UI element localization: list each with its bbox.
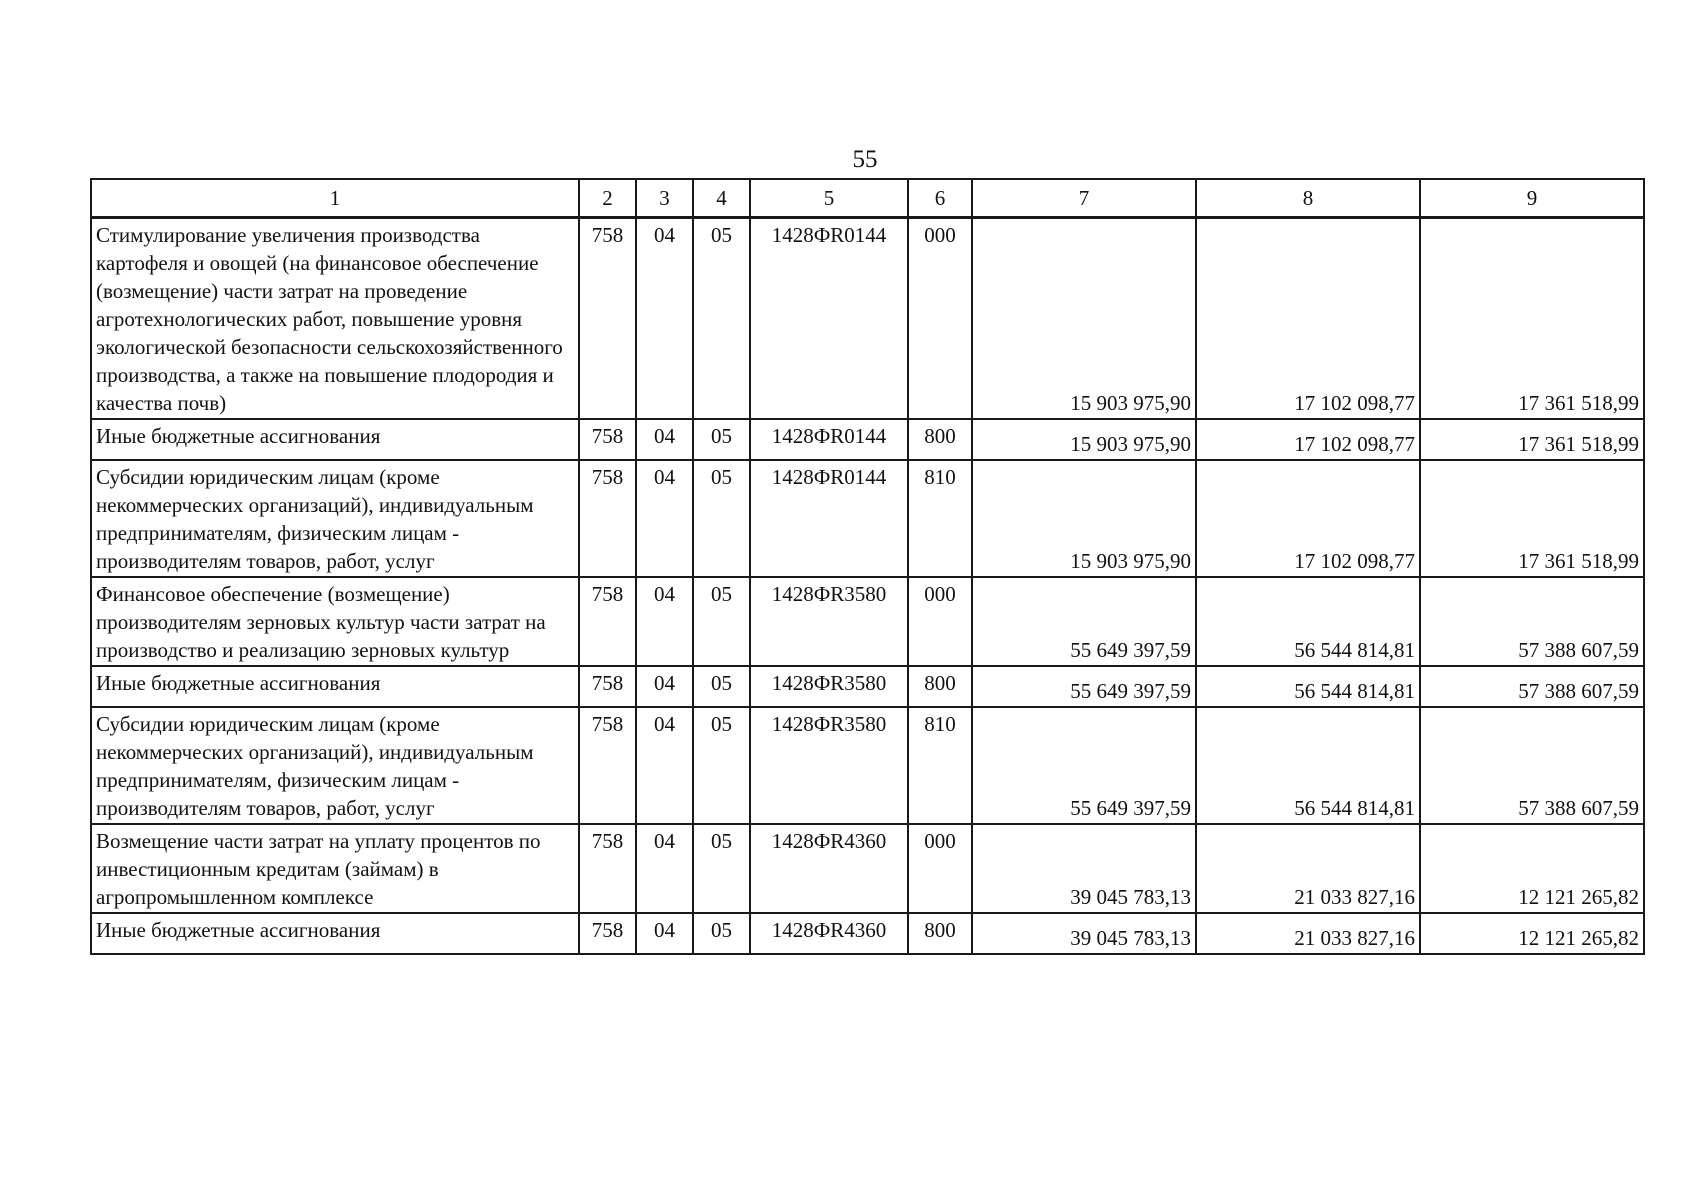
expense-type-code: 810 — [908, 707, 972, 824]
expense-name: Иные бюджетные ассигнования — [91, 666, 579, 707]
subsection-code: 05 — [693, 419, 750, 460]
amount-col9: 57 388 607,59 — [1420, 707, 1644, 824]
target-article-code: 1428ФR0144 — [750, 218, 908, 420]
column-header: 7 — [972, 179, 1196, 218]
expense-type-code: 800 — [908, 419, 972, 460]
subsection-code: 05 — [693, 913, 750, 954]
expense-name: Иные бюджетные ассигнования — [91, 913, 579, 954]
amount-col9: 12 121 265,82 — [1420, 824, 1644, 913]
amount-col9: 57 388 607,59 — [1420, 666, 1644, 707]
subsection-code: 05 — [693, 707, 750, 824]
amount-col8: 17 102 098,77 — [1196, 460, 1420, 577]
header-row — [91, 179, 1644, 218]
target-article-code: 1428ФR3580 — [750, 577, 908, 666]
subsection-code: 05 — [693, 577, 750, 666]
column-header: 4 — [693, 179, 750, 218]
amount-col7: 39 045 783,13 — [972, 913, 1196, 954]
table-row — [91, 460, 1644, 577]
table-row — [91, 824, 1644, 913]
amount-col9: 57 388 607,59 — [1420, 577, 1644, 666]
column-header: 8 — [1196, 179, 1420, 218]
target-article-code: 1428ФR3580 — [750, 666, 908, 707]
ministry-code: 758 — [579, 707, 636, 824]
amount-col9: 12 121 265,82 — [1420, 913, 1644, 954]
table-row — [91, 666, 1644, 707]
subsection-code: 05 — [693, 218, 750, 420]
amount-col8: 21 033 827,16 — [1196, 824, 1420, 913]
ministry-code: 758 — [579, 824, 636, 913]
column-header: 9 — [1420, 179, 1644, 218]
target-article-code: 1428ФR0144 — [750, 419, 908, 460]
expense-type-code: 000 — [908, 577, 972, 666]
amount-col8: 56 544 814,81 — [1196, 577, 1420, 666]
section-code: 04 — [636, 666, 693, 707]
page-number: 55 — [852, 146, 878, 173]
table-row — [91, 707, 1644, 824]
ministry-code: 758 — [579, 218, 636, 420]
amount-col7: 39 045 783,13 — [972, 824, 1196, 913]
amount-col8: 21 033 827,16 — [1196, 913, 1420, 954]
target-article-code: 1428ФR4360 — [750, 913, 908, 954]
section-code: 04 — [636, 577, 693, 666]
section-code: 04 — [636, 824, 693, 913]
subsection-code: 05 — [693, 666, 750, 707]
target-article-code: 1428ФR4360 — [750, 824, 908, 913]
table-row — [91, 913, 1644, 954]
amount-col8: 17 102 098,77 — [1196, 419, 1420, 460]
ministry-code: 758 — [579, 577, 636, 666]
expense-name: Иные бюджетные ассигнования — [91, 419, 579, 460]
expense-type-code: 000 — [908, 824, 972, 913]
amount-col9: 17 361 518,99 — [1420, 218, 1644, 420]
column-header: 6 — [908, 179, 972, 218]
target-article-code: 1428ФR3580 — [750, 707, 908, 824]
column-header: 3 — [636, 179, 693, 218]
amount-col7: 15 903 975,90 — [972, 218, 1196, 420]
amount-col7: 55 649 397,59 — [972, 707, 1196, 824]
subsection-code: 05 — [693, 824, 750, 913]
ministry-code: 758 — [579, 913, 636, 954]
table-row — [91, 218, 1644, 420]
expense-name: Субсидии юридическим лицам (кроме некоммерческих организаций), индивидуальным предпринимателям, физическим лицам - производителям товаров, работ, услуг — [91, 460, 579, 577]
budget-table — [90, 178, 1645, 955]
expense-type-code: 800 — [908, 913, 972, 954]
amount-col8: 56 544 814,81 — [1196, 707, 1420, 824]
expense-name: Стимулирование увеличения производства картофеля и овощей (на финансовое обеспечение (возмещение) части затрат на проведение агротехнологических работ, повышение уровня экологической безопасности сельскохозяйственного производства, а также на повышение плодородия и качества почв) — [91, 218, 579, 420]
amount-col9: 17 361 518,99 — [1420, 460, 1644, 577]
subsection-code: 05 — [693, 460, 750, 577]
amount-col7: 15 903 975,90 — [972, 460, 1196, 577]
amount-col7: 15 903 975,90 — [972, 419, 1196, 460]
ministry-code: 758 — [579, 460, 636, 577]
section-code: 04 — [636, 419, 693, 460]
amount-col8: 17 102 098,77 — [1196, 218, 1420, 420]
ministry-code: 758 — [579, 419, 636, 460]
ministry-code: 758 — [579, 666, 636, 707]
column-header: 2 — [579, 179, 636, 218]
column-header: 1 — [91, 179, 579, 218]
expense-type-code: 810 — [908, 460, 972, 577]
expense-name: Возмещение части затрат на уплату процентов по инвестиционным кредитам (займам) в агропромышленном комплексе — [91, 824, 579, 913]
table-row — [91, 419, 1644, 460]
expense-name: Финансовое обеспечение (возмещение) производителям зерновых культур части затрат на производство и реализацию зерновых культур — [91, 577, 579, 666]
section-code: 04 — [636, 913, 693, 954]
section-code: 04 — [636, 707, 693, 824]
expense-name: Субсидии юридическим лицам (кроме некоммерческих организаций), индивидуальным предпринимателям, физическим лицам - производителям товаров, работ, услуг — [91, 707, 579, 824]
expense-type-code: 000 — [908, 218, 972, 420]
section-code: 04 — [636, 218, 693, 420]
amount-col7: 55 649 397,59 — [972, 666, 1196, 707]
amount-col9: 17 361 518,99 — [1420, 419, 1644, 460]
column-header: 5 — [750, 179, 908, 218]
amount-col8: 56 544 814,81 — [1196, 666, 1420, 707]
table-row — [91, 577, 1644, 666]
amount-col7: 55 649 397,59 — [972, 577, 1196, 666]
section-code: 04 — [636, 460, 693, 577]
expense-type-code: 800 — [908, 666, 972, 707]
target-article-code: 1428ФR0144 — [750, 460, 908, 577]
